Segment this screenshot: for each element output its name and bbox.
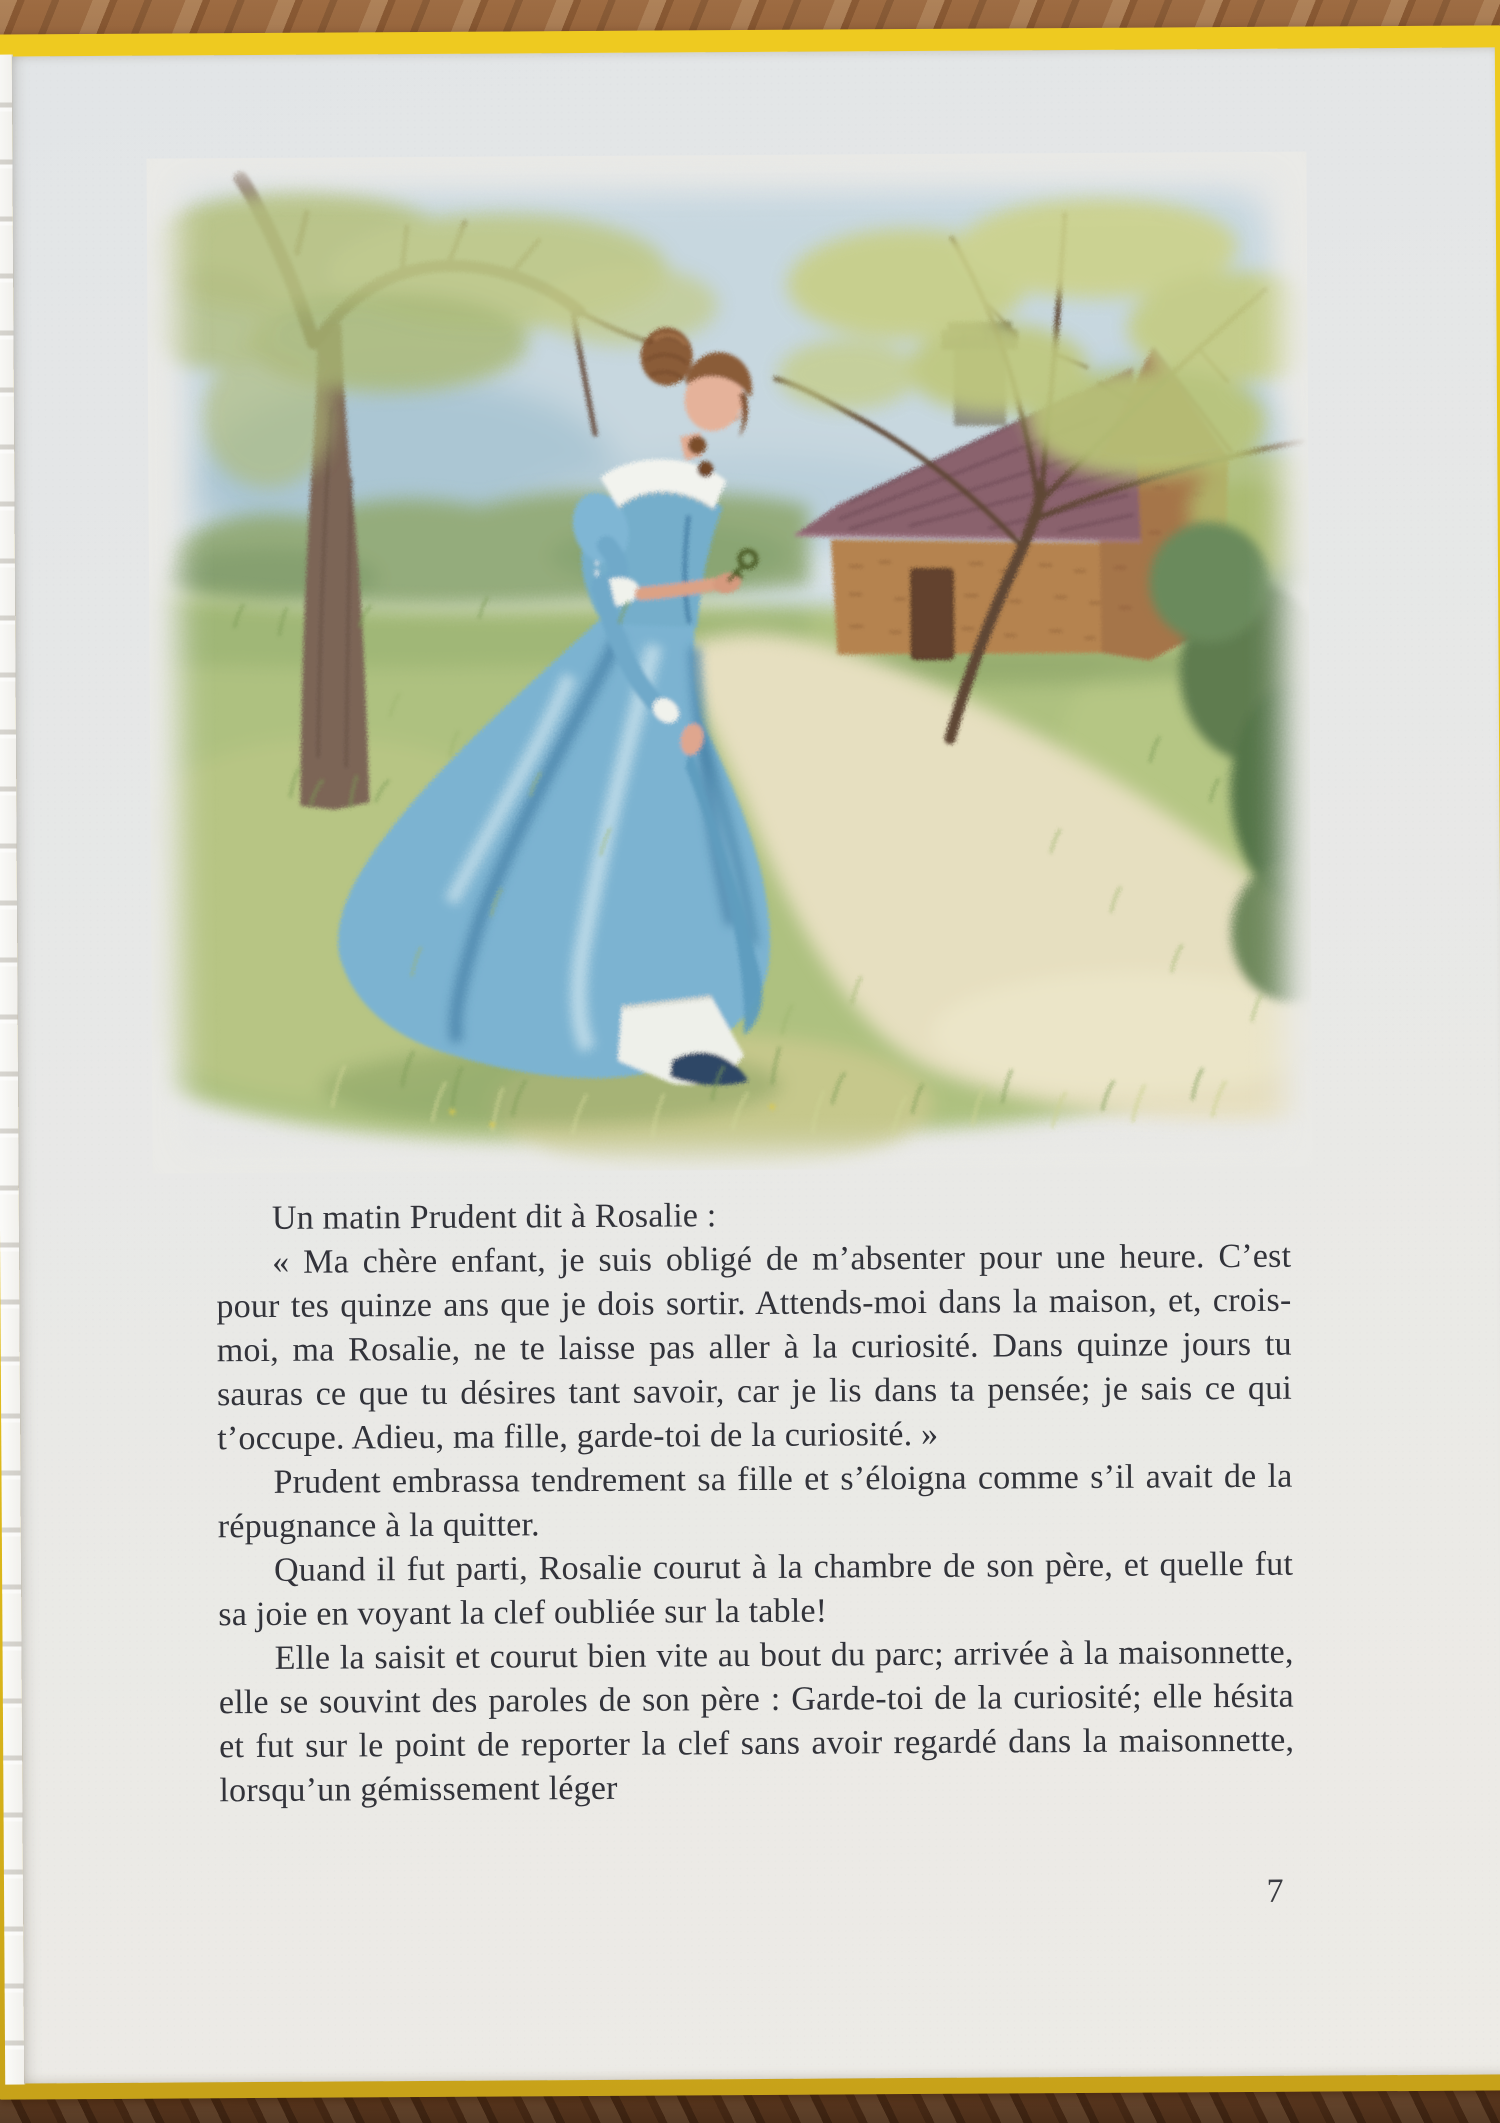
curl xyxy=(688,436,706,454)
book xyxy=(0,25,1500,2099)
story-text xyxy=(216,1191,1295,1814)
cottage-door xyxy=(911,569,954,659)
paragraph: Elle la saisit et courut bien vite au bout du parc; arrivée à la maisonnette, elle se souvint des paroles de son père : Garde-toi de la curiosité; elle hésita et fut sur le point de reporter la clef sans avoir regardé dans la maisonnette, lorsqu’un gémissement léger xyxy=(218,1633,1295,1810)
story-illustration xyxy=(146,152,1312,1174)
paragraph: Un matin Prudent dit à Rosalie : xyxy=(271,1197,717,1237)
page-number: 7 xyxy=(1266,1872,1284,1910)
book-page xyxy=(12,47,1500,2083)
paragraph: Prudent embrassa tendrement sa fille et s’éloigna comme s’il avait de la répugnance à la quitter. xyxy=(217,1457,1293,1546)
curl xyxy=(697,461,713,477)
paragraph: Quand il fut parti, Rosalie courut à la chambre de son père, et quelle fut sa joie en voyant la clef oubliée sur la table! xyxy=(218,1545,1294,1634)
paragraph: « Ma chère enfant, je suis obligé de m’absenter pour une heure. C’est pour tes quinze ans que je dois sortir. Attends-moi dans la maison, et, crois-moi, ma Rosalie, ne te laisse pas aller à la curiosité. Dans quinze jours tu sauras ce que tu désires tant savoir, car je lis dans ta pensée; je sais ce qui t’occupe. Adieu, ma fille, garde-toi de la curiosité. » xyxy=(216,1237,1293,1458)
